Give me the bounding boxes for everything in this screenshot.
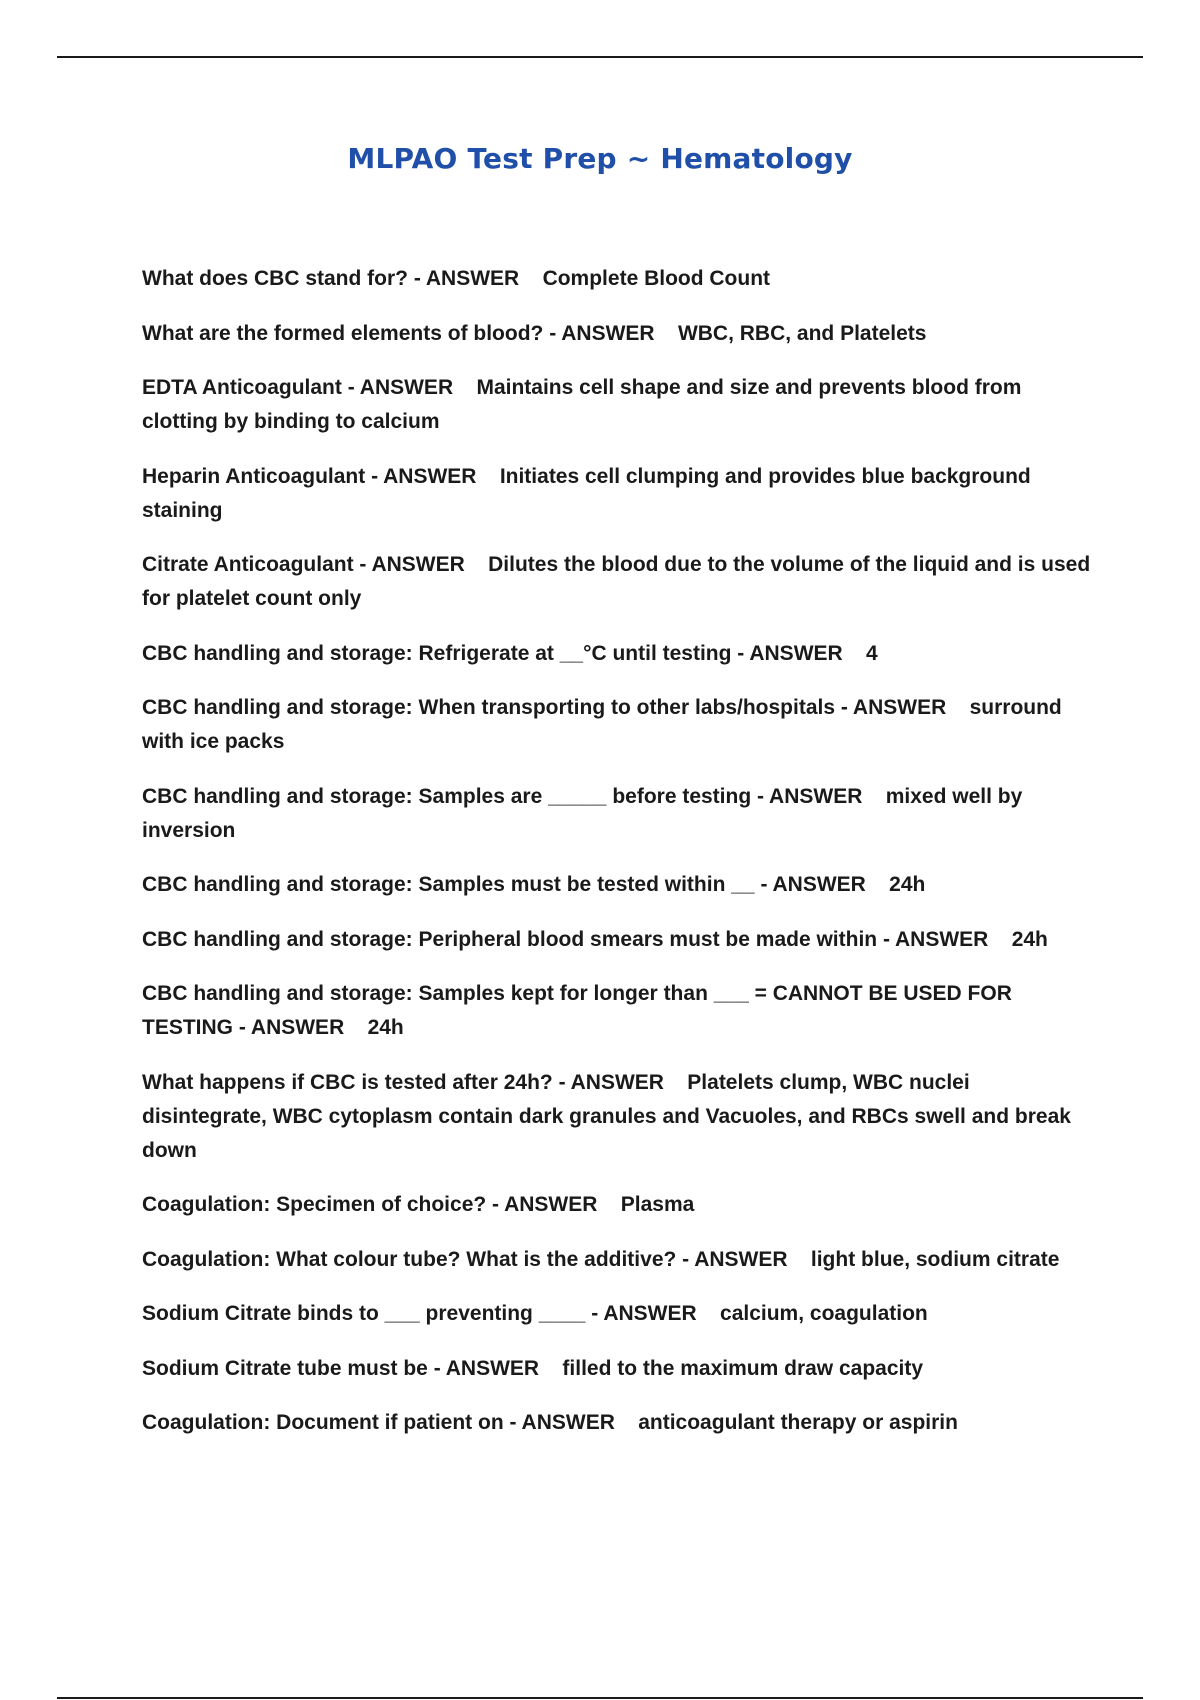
answer-text: mixed well by inversion: [142, 784, 1023, 842]
question-text: What happens if CBC is tested after 24h?: [142, 1070, 553, 1094]
qa-item: [142, 1066, 1092, 1168]
qa-item: [142, 317, 1092, 351]
answer-text: 24h: [889, 873, 926, 896]
qa-item: [142, 868, 1092, 902]
answer-separator: - ANSWER: [552, 1070, 688, 1094]
answer-text: Complete Blood Count: [542, 267, 771, 290]
answer-separator: - ANSWER: [233, 1016, 368, 1039]
bottom-rule: [57, 1697, 1143, 1699]
question-text: CBC handling and storage: Samples kept for longer than ___ = CANNOT BE USED FOR TESTING: [142, 982, 1012, 1039]
answer-separator: - ANSWER: [585, 1302, 721, 1325]
qa-item: [142, 1352, 1092, 1386]
question-text: CBC handling and storage: Refrigerate at __°C until testing: [142, 641, 732, 665]
answer-separator: - ANSWER: [353, 553, 489, 576]
qa-item: [142, 1243, 1092, 1277]
question-text: CBC handling and storage: Samples are _____ before testing: [142, 784, 752, 808]
answer-text: 4: [866, 641, 878, 665]
question-text: Coagulation: Document if patient on: [142, 1411, 504, 1434]
question-text: CBC handling and storage: When transporting to other labs/hospitals: [142, 696, 836, 719]
answer-separator: - ANSWER: [486, 1193, 621, 1216]
page-title: MLPAO Test Prep ~ Hematology: [347, 142, 853, 175]
qa-list: [142, 262, 1092, 1461]
answer-text: anticoagulant therapy or aspirin: [638, 1411, 958, 1434]
question-text: Sodium Citrate binds to ___ preventing ____: [142, 1302, 586, 1325]
question-text: CBC handling and storage: Peripheral blood smears must be made within: [142, 927, 878, 951]
question-text: EDTA Anticoagulant: [142, 376, 342, 399]
answer-separator: - ANSWER: [731, 641, 867, 665]
qa-item: [142, 262, 1092, 296]
answer-text: 24h: [367, 1016, 404, 1039]
qa-item: [142, 780, 1092, 848]
answer-separator: - ANSWER: [365, 464, 500, 488]
answer-text: WBC, RBC, and Platelets: [677, 321, 927, 345]
qa-item: [142, 691, 1092, 759]
question-text: Sodium Citrate tube must be: [142, 1356, 428, 1380]
answer-text: filled to the maximum draw capacity: [562, 1356, 924, 1380]
question-text: Heparin Anticoagulant: [142, 464, 366, 488]
qa-item: [142, 460, 1092, 528]
question-text: CBC handling and storage: Samples must be tested within __: [142, 873, 755, 896]
answer-separator: - ANSWER: [835, 696, 970, 719]
question-text: Citrate Anticoagulant: [142, 553, 354, 576]
question-text: Coagulation: Specimen of choice?: [142, 1193, 487, 1216]
answer-separator: - ANSWER: [408, 267, 543, 290]
answer-text: Initiates cell clumping and provides blue background staining: [142, 464, 1031, 522]
top-rule: [57, 56, 1143, 58]
answer-text: Maintains cell shape and size and prevents blood from clotting by binding to calcium: [142, 376, 1022, 433]
answer-separator: - ANSWER: [751, 784, 886, 808]
question-text: What does CBC stand for?: [142, 267, 408, 290]
answer-text: Dilutes the blood due to the volume of the liquid and is used for platelet count only: [142, 553, 1091, 610]
answer-separator: - ANSWER: [877, 927, 1012, 951]
question-text: Coagulation: What colour tube? What is the additive?: [142, 1247, 677, 1271]
answer-separator: - ANSWER: [427, 1356, 563, 1380]
answer-text: light blue, sodium citrate: [810, 1247, 1060, 1271]
answer-separator: - ANSWER: [341, 376, 477, 399]
qa-item: [142, 1297, 1092, 1331]
answer-text: Platelets clump, WBC nuclei disintegrate, WBC cytoplasm contain dark granules and Vacuoles, and RBCs swell and break down: [142, 1070, 1071, 1162]
question-text: What are the formed elements of blood?: [142, 321, 544, 345]
qa-item: [142, 1188, 1092, 1222]
qa-item: [142, 548, 1092, 616]
answer-separator: - ANSWER: [543, 321, 678, 345]
qa-item: [142, 637, 1092, 671]
answer-separator: - ANSWER: [754, 873, 890, 896]
answer-text: 24h: [1011, 927, 1048, 951]
answer-text: surround with ice packs: [142, 696, 1062, 753]
qa-item: [142, 923, 1092, 957]
qa-item: [142, 371, 1092, 439]
qa-item: [142, 977, 1092, 1045]
answer-separator: - ANSWER: [503, 1411, 639, 1434]
qa-item: [142, 1406, 1092, 1440]
answer-text: calcium, coagulation: [720, 1302, 928, 1325]
answer-text: Plasma: [620, 1193, 695, 1216]
answer-separator: - ANSWER: [676, 1247, 811, 1271]
